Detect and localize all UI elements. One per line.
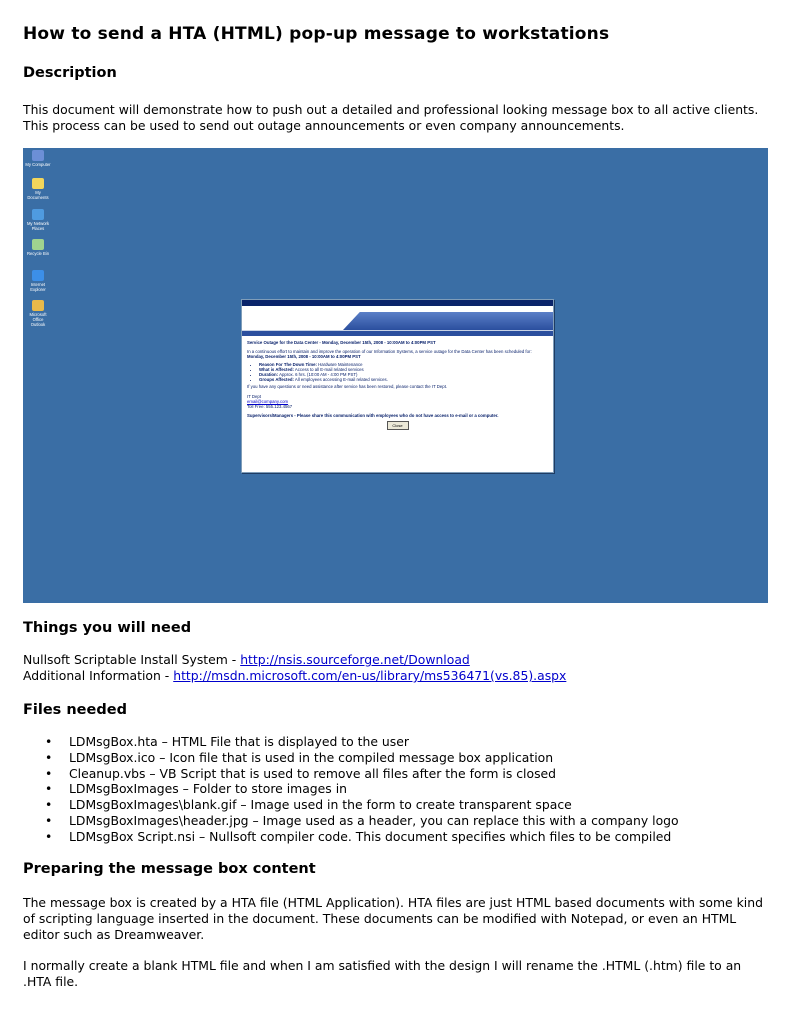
desktop-shortcut-label: Microsoft Office Outlook [29,312,47,327]
recycle-bin-icon [32,239,44,250]
popup-bullet: • Reason For The Down Time: Hardware Maintenance [259,362,548,367]
popup-bullet: • What is Affected: Access to all E-mail related services [259,367,548,372]
popup-headline: Service Outage for the Data Center - Monday, December 15th, 2008 - 10:00AM to 4:00PM PST [247,340,436,345]
msdn-hta-link[interactable]: http://msdn.microsoft.com/en-us/library/ms536471(vs.85).aspx [173,668,567,683]
desktop-shortcut[interactable] [25,150,51,167]
popup-questions: If you have any questions or need assistance after service has been restored, please contact the IT Dept. [247,384,448,390]
desktop-shortcut-label: My Network Places [26,221,50,231]
file-item: • LDMsgBox Script.nsi – Nullsoft compiler code. This document specifies which files to be compiled [69,829,679,845]
file-item: • LDMsgBoxImages\blank.gif – Image used in the form to create transparent space [69,797,679,813]
nsis-download-link[interactable]: http://nsis.sourceforge.net/Download [240,652,470,667]
internet-explorer-icon [32,270,44,281]
popup-bullet: • Duration: Approx. 6 hrs. (10:00 AM - 4:00 PM PST) [259,372,548,377]
desktop-shortcut-label: Recycle Bin [26,251,50,256]
popup-intro: In a continuous effort to maintain and improve the operation of our Information Systems, a service outage for the Data Center has been scheduled for: Monday, December 15th, 2008 - 10:00AM to 4:00PM PST [247,349,532,360]
computer-icon [32,150,44,161]
popup-header-image [242,306,553,331]
popup-close-button[interactable]: Close [387,421,409,430]
desktop-shortcut[interactable] [25,178,51,200]
preparing-paragraph-2: I normally create a blank HTML file and when I am satisfied with the design I will rename the .HTML (.htm) file to an .HTA file. [23,958,742,989]
network-icon [32,209,44,220]
desktop-shortcut-label: Internet Explorer [30,282,46,292]
desktop-shortcut-label: My Computer [25,162,51,167]
things-needed-list [23,652,768,684]
desktop-screenshot [23,148,768,603]
files-needed-heading: Files needed [23,702,127,718]
desktop-shortcut[interactable] [25,209,51,231]
desktop-shortcut[interactable] [25,300,51,327]
file-item: • Cleanup.vbs – VB Script that is used to remove all files after the form is closed [69,766,679,782]
popup-sig-dept: IT Dept [247,393,262,399]
file-item: • LDMsgBoxImages\header.jpg – Image used as a header, you can replace this with a company logo [69,813,679,829]
folder-icon [32,178,44,189]
preparing-heading: Preparing the message box content [23,861,316,877]
popup-sig-phone: Toll Free: 555.123.4567 [247,404,293,410]
popup-sig-email[interactable]: email@company.com [247,398,289,404]
things-needed-heading: Things you will need [23,620,192,636]
things-needed-item: Nullsoft Scriptable Install System - http://nsis.sourceforge.net/Download [23,652,470,667]
file-item: • LDMsgBox.hta – HTML File that is displayed to the user [69,734,679,750]
things-needed-item: Additional Information - http://msdn.microsoft.com/en-us/library/ms536471(vs.85).aspx [23,668,567,683]
popup-bullet: • Groups Affected: All employees accessing E-mail related services. [259,377,548,382]
popup-body [242,336,553,430]
files-needed-list [23,734,679,845]
description-heading: Description [23,65,117,81]
file-item: • LDMsgBoxImages – Folder to store images in [69,781,679,797]
popup-supervisors-note: Supervisors/Managers - Please share this communication with employees who do not have access to e-mail or a computer. [247,413,499,419]
description-text: This document will demonstrate how to push out a detailed and professional looking message box to all active clients. This process can be used to send out outage announcements or even company announcements. [23,102,759,133]
desktop-shortcut[interactable] [25,239,51,256]
popup-bullet-list [259,362,548,383]
file-item: • LDMsgBox.ico – Icon file that is used in the compiled message box application [69,750,679,766]
outlook-icon [32,300,44,311]
hta-message-box [241,299,554,473]
preparing-paragraph-1: The message box is created by a HTA file (HTML Application). HTA files are just HTML based documents with some kind of scripting language inserted in the document. These documents can be modified with Notepad, or even an HTML editor such as Dreamweaver. [23,895,763,942]
desktop-shortcut[interactable] [25,270,51,292]
desktop-shortcut-label: My Documents [27,190,49,200]
document-title: How to send a HTA (HTML) pop-up message to workstations [23,24,610,44]
